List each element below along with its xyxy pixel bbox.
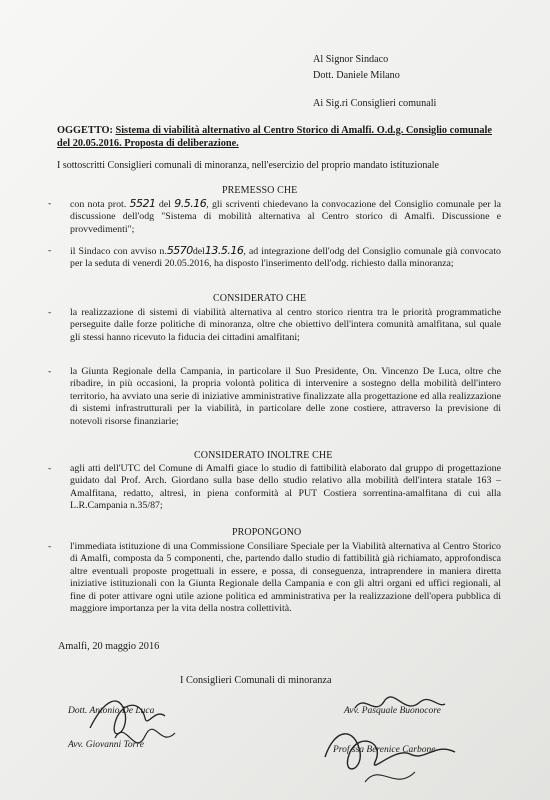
subject-line xyxy=(57,125,497,150)
heading-considerato-inoltre: CONSIDERATO INOLTRE CHE xyxy=(194,450,333,461)
subject-text: Sistema di viabilità alternativo al Centro Storico di Amalfi. O.d.g. Consiglio comunale del 20.05.2016. Proposta di deliberazione. xyxy=(57,125,492,149)
signer-4-name: Prof.ssa Berenice Carbone xyxy=(333,745,436,755)
considerato-inoltre-item-1: - agli atti dell'UTC del Comune di Amalfi giace lo studio di fattibilità elaborato dal gruppo di progettazione guidato dal Prof. Arch. Giordano sulla base dello studio relativo alla mobilità dell'intera statale 163 – Amalfitana, redatto, altresì, in piena conformità al PUT Costiera sorrentina-amalfitana di cui alla L.R.Campania n.35/87; xyxy=(48,463,501,512)
premesso-item-1: - con nota prot. 5521 del 9.5.16, gli scriventi chiedevano la convocazione del Consiglio comunale per la discussione dell'odg "Sistema di mobilità alternativa al Centro storico di Amalfi. Discussione e provvedimenti"; xyxy=(48,197,502,235)
propongono-item-1: - l'immediata istituzione di una Commissione Consiliare Speciale per la Viabilità alternativa al Centro Storico di Amalfi, composta da 5 componenti, che, partendo dallo studio di fattibilità già richiamato, approfondisca altre eventuali proposte progettuali in essere, e possa, di conseguenza, intraprendere in maniera diretta iniziative istituzionali con la Giunta Regionale della Campania e con gli altri organi ed uffici regionali, al fine di poter attivare ogni utile azione politica ed amministrativa per la realizzazione dell'opera pubblica di maggiore importanza per la vita della nostra collettività. xyxy=(48,541,501,615)
heading-propongono: PROPONGONO xyxy=(232,527,302,538)
addressee-mayor: Al Signor Sindaco xyxy=(313,54,389,65)
considerato-item-1: - la realizzazione di sistemi di viabilità alternativa al centro storico rientra tra le priorità programmatiche perseguite dalle forze politiche di minoranza, oltre che obiettivo dell'intera comunità amalfitana, sul quale gli stessi hanno ricevuto la fiducia dei cittadini amalfitani; xyxy=(48,307,501,343)
handwritten-date: 9.5.16 xyxy=(174,197,207,210)
signature-scribble-4 xyxy=(315,722,465,792)
intro-paragraph: I sottoscritti Consiglieri comunali di minoranza, nell'esercizio del proprio mandato istituzionale xyxy=(57,160,439,171)
handwritten-notice-number: 5570 xyxy=(166,244,193,257)
signature-scribble-1 xyxy=(85,688,195,763)
considerato-item-2: - la Giunta Regionale della Campania, in particolare il Suo Presidente, On. Vincenzo De Luca, oltre che ribadire, in più occasioni, la propria volontà politica di intervenire a sostegno della mobilità dell'intero territorio, ha avviato una serie di iniziative amministrative finalizzate alla progettazione ed alla realizzazione di sistemi infrastrutturali per la viabilità, in particolare delle zone costiere, attraverso la previsione di notevoli risorse finanziarie; xyxy=(48,366,501,427)
signer-3-name: Avv. Giovanni Torre xyxy=(68,740,144,750)
addressee-mayor-name: Dott. Daniele Milano xyxy=(313,70,400,81)
handwritten-prot-number: 5521 xyxy=(129,197,156,210)
subject-label: OGGETTO: xyxy=(57,125,113,136)
heading-considerato: CONSIDERATO CHE xyxy=(213,293,307,304)
handwritten-notice-date: 13.5.16 xyxy=(204,244,244,257)
signer-2-name: Avv. Pasquale Buonocore xyxy=(344,706,441,716)
addressee-councillors: Ai Sig.ri Consiglieri comunali xyxy=(313,98,437,109)
signers-title: I Consiglieri Comunali di minoranza xyxy=(180,675,332,686)
addressee-block xyxy=(313,52,436,112)
place-and-date: Amalfi, 20 maggio 2016 xyxy=(58,641,160,652)
signature-scribble-2 xyxy=(350,688,450,723)
heading-premesso: PREMESSO CHE xyxy=(222,185,298,196)
signer-1-name: Dott. Antonio De Luca xyxy=(68,706,155,716)
premesso-item-2: - il Sindaco con avviso n.5570del13.5.16, ad integrazione dell'odg del Consiglio comunale già convocato per la seduta di venerdì 20.05.2016, ha disposto l'inserimento dell'odg. richiesto dalla minoranza; xyxy=(48,244,501,270)
